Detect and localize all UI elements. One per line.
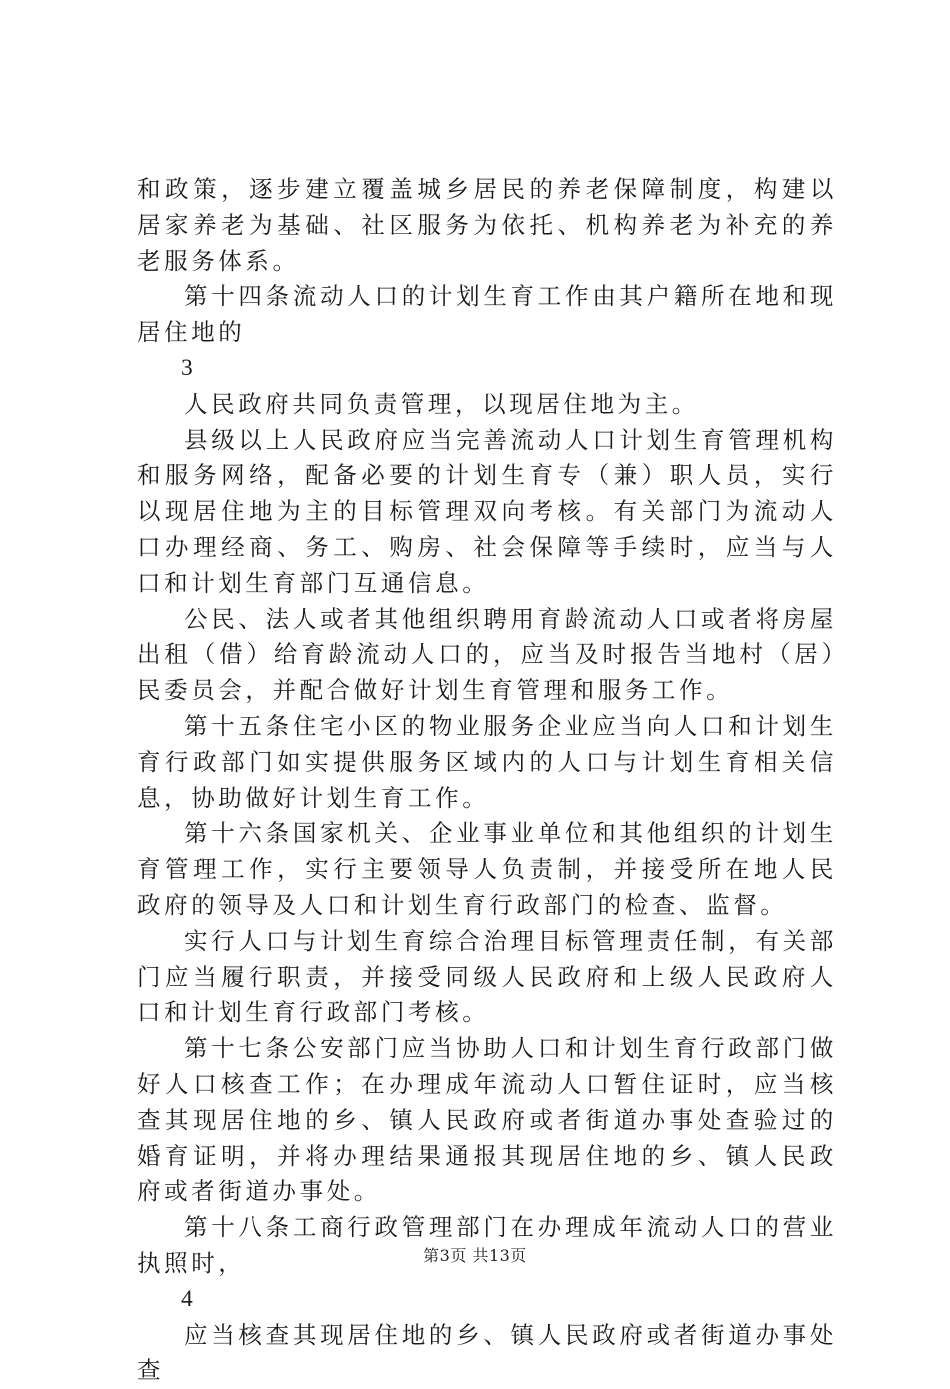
- paragraph: 第十六条国家机关、企业事业单位和其他组织的计划生育管理工作，实行主要领导人负责制，并接受所在地人民政府的领导及人口和计划生育行政部门的检查、监督。: [137, 816, 837, 923]
- page-footer: 第3页 共13页: [0, 1243, 950, 1266]
- paragraph: 应当核查其现居住地的乡、镇人民政府或者街道办事处查: [137, 1318, 837, 1389]
- paragraph: 实行人口与计划生育综合治理目标管理责任制，有关部门应当履行职责，并接受同级人民政府和上级人民政府人口和计划生育行政部门考核。: [137, 924, 837, 1031]
- paragraph: 第十七条公安部门应当协助人口和计划生育行政部门做好人口核查工作；在办理成年流动人口暂住证时，应当核查其现居住地的乡、镇人民政府或者街道办事处查验过的婚育证明，并将办理结果通报其现居住地的乡、镇人民政府或者街道办事处。: [137, 1031, 837, 1210]
- paragraph: 人民政府共同负责管理，以现居住地为主。: [137, 387, 837, 423]
- paragraph: 第十四条流动人口的计划生育工作由其户籍所在地和现居住地的: [137, 279, 837, 351]
- paragraph: 公民、法人或者其他组织聘用育龄流动人口或者将房屋出租（借）给育龄流动人口的，应当及时报告当地村（居）民委员会，并配合做好计划生育管理和服务工作。: [137, 602, 837, 709]
- inline-page-number: 4: [137, 1282, 837, 1318]
- paragraph: 县级以上人民政府应当完善流动人口计划生育管理机构和服务网络，配备必要的计划生育专（兼）职人员，实行以现居住地为主的目标管理双向考核。有关部门为流动人口办理经商、务工、购房、社会保障等手续时，应当与人口和计划生育部门互通信息。: [137, 423, 837, 602]
- paragraph: 第十八条工商行政管理部门在办理成年流动人口的营业执照时，: [137, 1210, 837, 1282]
- paragraph: 第十五条住宅小区的物业服务企业应当向人口和计划生育行政部门如实提供服务区域内的人口与计划生育相关信息，协助做好计划生育工作。: [137, 709, 837, 816]
- paragraph: 和政策，逐步建立覆盖城乡居民的养老保障制度，构建以居家养老为基础、社区服务为依托、机构养老为补充的养老服务体系。: [137, 172, 837, 279]
- inline-page-number: 3: [137, 351, 837, 387]
- body-text: [137, 172, 837, 1389]
